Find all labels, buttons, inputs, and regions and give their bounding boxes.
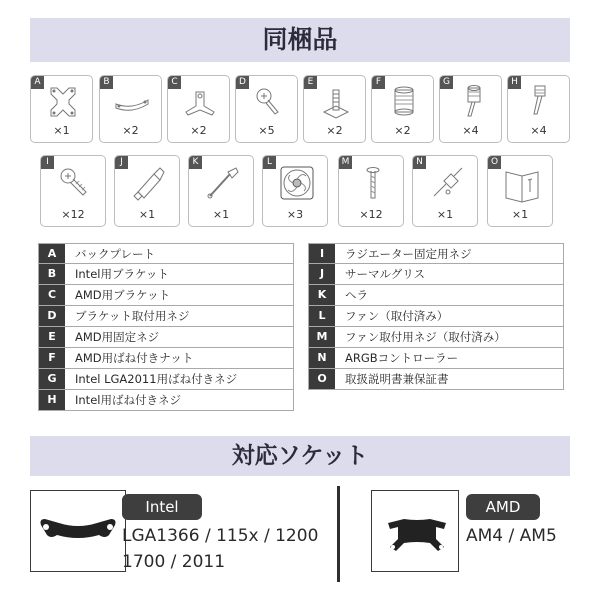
radiator-screw-icon	[56, 162, 94, 206]
part-letter: L	[263, 156, 276, 169]
part-qty: ×2	[394, 124, 411, 137]
amd-bracket-diagram-icon	[374, 505, 460, 557]
legend-key: M	[309, 327, 335, 347]
part-card-e	[303, 75, 366, 143]
legend-row	[38, 243, 294, 264]
socket-title: 対応ソケット	[231, 443, 369, 469]
legend-row	[38, 348, 294, 369]
part-letter: F	[372, 76, 385, 89]
part-qty: ×2	[326, 124, 343, 137]
amd-standoff-icon	[318, 82, 354, 122]
legend-label: サーマルグリス	[345, 267, 426, 281]
part-letter: C	[168, 76, 181, 89]
intel-bracket-icon	[114, 82, 150, 122]
part-letter: M	[339, 156, 352, 169]
contents-banner	[30, 18, 570, 62]
part-qty: ×4	[462, 124, 479, 137]
socket-banner	[30, 436, 570, 476]
fan-icon	[278, 162, 316, 206]
contents-title: 同梱品	[262, 25, 338, 54]
part-card-b	[99, 75, 162, 143]
part-qty: ×3	[286, 208, 304, 221]
legend-row	[38, 390, 294, 411]
legend-label: ラジエーター固定用ネジ	[345, 247, 472, 261]
part-qty: ×12	[359, 208, 383, 221]
legend-label: ファン（取付済み）	[345, 309, 449, 323]
legend-label: AMD用ばね付きナット	[75, 351, 194, 365]
legend-label: 取扱説明書兼保証書	[345, 372, 449, 386]
part-letter: J	[115, 156, 128, 169]
amd-name: AMD	[485, 498, 521, 516]
legend-row	[308, 243, 564, 264]
part-letter: D	[236, 76, 249, 89]
legend-label: AMD用固定ネジ	[75, 330, 160, 344]
legend-row	[38, 306, 294, 327]
legend-row	[308, 285, 564, 306]
amd-bracket-icon	[182, 82, 218, 122]
backplate-icon	[45, 82, 81, 122]
bracket-screw-icon	[250, 82, 286, 122]
legend-left	[38, 243, 294, 411]
part-letter: H	[508, 76, 521, 89]
spatula-icon	[204, 162, 242, 206]
amd-label-pill	[466, 494, 540, 520]
intel-name: Intel	[145, 498, 179, 516]
legend-key: F	[39, 348, 65, 368]
legend-row	[38, 327, 294, 348]
lga2011-spring-screw-icon	[454, 82, 490, 122]
intel-bracket-box	[30, 490, 126, 572]
fan-screw-icon	[354, 162, 392, 206]
legend-key: O	[309, 369, 335, 389]
part-qty: ×4	[530, 124, 547, 137]
legend-key: G	[39, 369, 65, 389]
part-letter: A	[31, 76, 44, 89]
intel-bracket-diagram-icon	[35, 505, 121, 557]
part-card-h	[507, 75, 570, 143]
legend-key: D	[39, 306, 65, 326]
part-card-o	[487, 155, 553, 227]
legend-row	[308, 348, 564, 369]
part-qty: ×12	[61, 208, 85, 221]
part-letter: N	[413, 156, 426, 169]
legend-key: N	[309, 348, 335, 368]
socket-divider	[337, 486, 340, 582]
legend-key: I	[309, 244, 335, 263]
part-qty: ×1	[53, 124, 70, 137]
legend-key: C	[39, 285, 65, 305]
part-card-d	[235, 75, 298, 143]
legend-row	[308, 306, 564, 327]
legend-label: ファン取付用ネジ（取付済み）	[345, 330, 506, 344]
legend-key: K	[309, 285, 335, 305]
amd-bracket-box	[371, 490, 459, 572]
legend-row	[38, 285, 294, 306]
part-qty: ×1	[511, 208, 529, 221]
part-qty: ×1	[212, 208, 230, 221]
legend-label: ヘラ	[345, 288, 368, 302]
legend-row	[38, 369, 294, 390]
part-qty: ×1	[138, 208, 156, 221]
legend-label: AMD用ブラケット	[75, 288, 171, 302]
spring-nut-icon	[386, 82, 422, 122]
argb-controller-icon	[428, 162, 466, 206]
manual-icon	[503, 162, 541, 206]
amd-sockets-line1: AM4 / AM5	[466, 526, 557, 546]
legend-label: ARGBコントローラー	[345, 351, 459, 365]
part-card-g	[439, 75, 502, 143]
intel-sockets-line2: 1700 / 2011	[122, 552, 226, 572]
part-card-m	[338, 155, 404, 227]
legend-key: H	[39, 390, 65, 410]
legend-label: Intel用ブラケット	[75, 267, 169, 281]
legend-key: B	[39, 264, 65, 284]
part-letter: O	[488, 156, 501, 169]
legend-key: J	[309, 264, 335, 284]
legend-row	[38, 264, 294, 285]
part-card-f	[371, 75, 434, 143]
part-card-n	[412, 155, 478, 227]
legend-row	[308, 369, 564, 390]
part-card-l	[262, 155, 328, 227]
part-qty: ×1	[436, 208, 454, 221]
part-letter: K	[189, 156, 202, 169]
legend-row	[308, 327, 564, 348]
part-qty: ×2	[122, 124, 139, 137]
part-letter: G	[440, 76, 453, 89]
legend-right	[308, 243, 564, 390]
part-qty: ×5	[258, 124, 275, 137]
part-letter: I	[41, 156, 54, 169]
part-card-i	[40, 155, 106, 227]
legend-row	[308, 264, 564, 285]
thermal-grease-icon	[130, 162, 168, 206]
legend-label: バックプレート	[75, 247, 156, 261]
intel-spring-screw-icon	[522, 82, 558, 122]
intel-label-pill	[122, 494, 202, 520]
part-letter: E	[304, 76, 317, 89]
legend-key: E	[39, 327, 65, 347]
part-card-c	[167, 75, 230, 143]
part-qty: ×2	[190, 124, 207, 137]
legend-key: L	[309, 306, 335, 326]
legend-label: ブラケット取付用ネジ	[75, 309, 190, 323]
legend-label: Intel LGA2011用ばね付きネジ	[75, 372, 238, 386]
intel-sockets-line1: LGA1366 / 115x / 1200	[122, 526, 319, 546]
legend-label: Intel用ばね付きネジ	[75, 393, 181, 407]
part-card-j	[114, 155, 180, 227]
part-card-a	[30, 75, 93, 143]
part-card-k	[188, 155, 254, 227]
part-letter: B	[100, 76, 113, 89]
legend-key: A	[39, 244, 65, 263]
